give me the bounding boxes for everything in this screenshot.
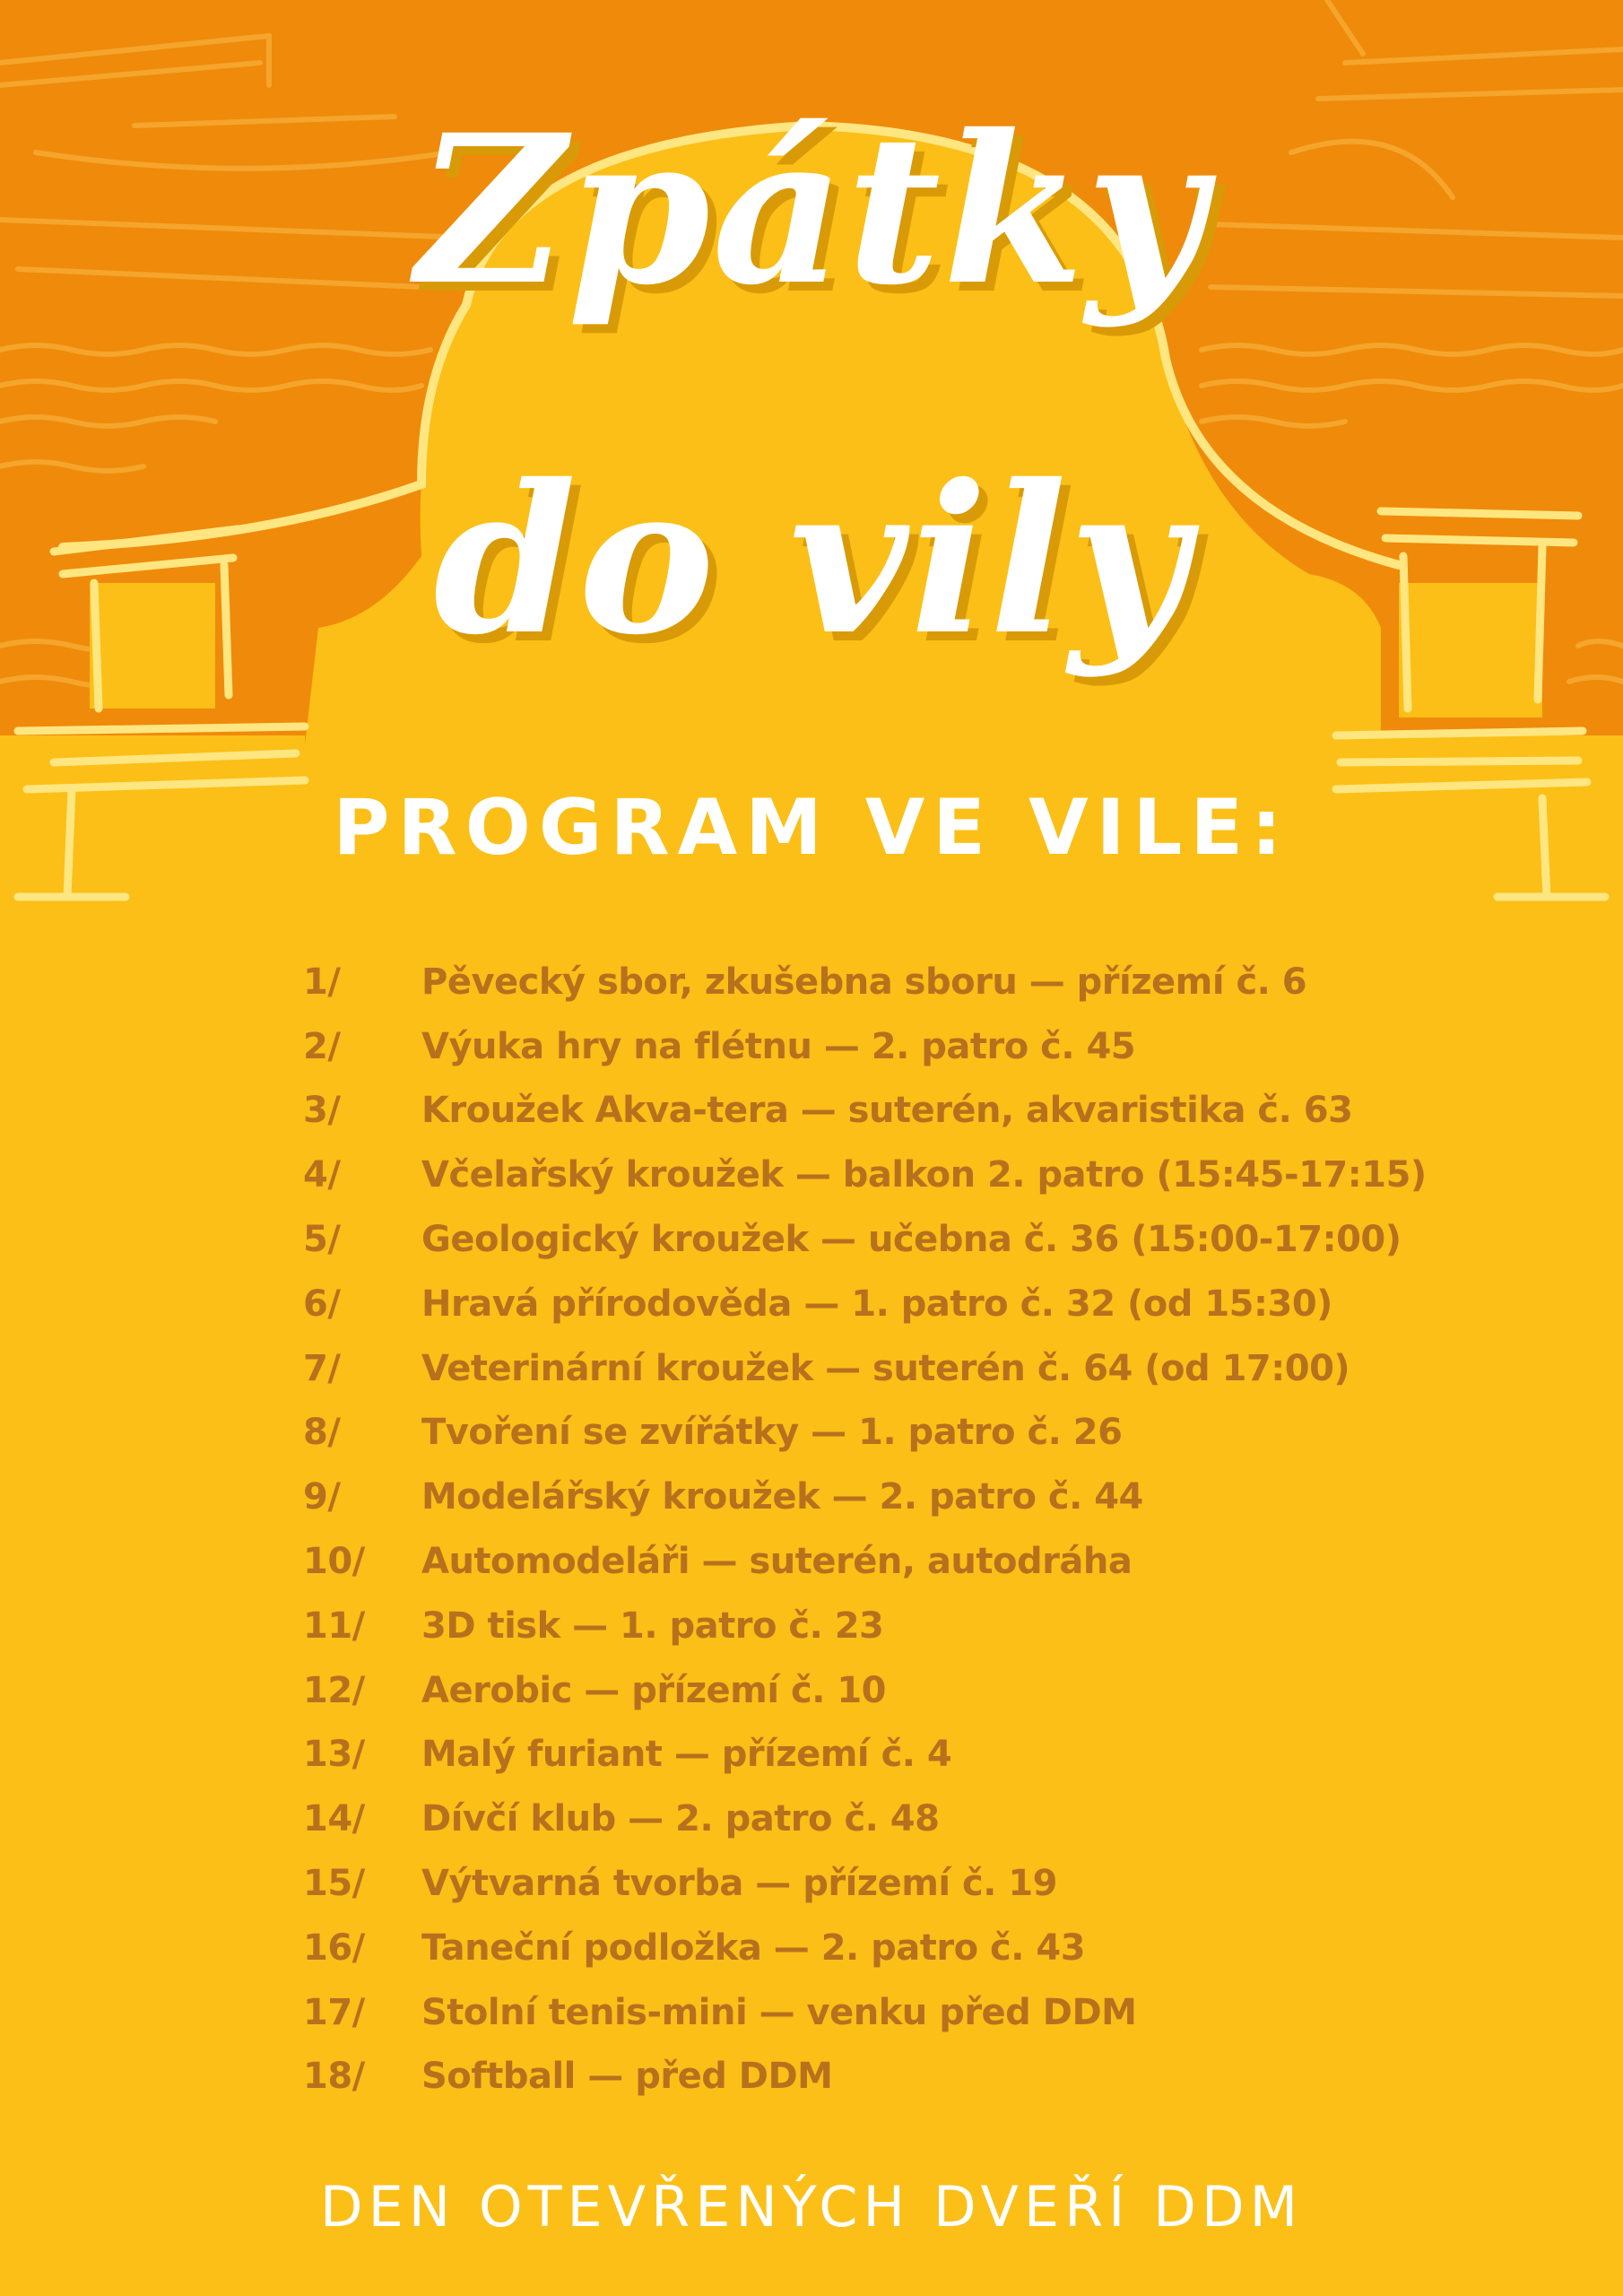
program-item: [303, 1014, 1397, 1079]
program-item-number: 2/: [303, 1025, 341, 1067]
program-item-number: 16/: [303, 1926, 365, 1969]
program-item-number: 9/: [303, 1476, 341, 1518]
program-item-text: Pěvecký sbor, zkušebna sboru — přízemí č. 6: [421, 961, 1307, 1003]
program-item-text: Kroužek Akva-tera — suterén, akvaristika č. 63: [421, 1090, 1353, 1132]
program-item-number: 3/: [303, 1090, 341, 1132]
program-item: [303, 1143, 1427, 1207]
program-item: [303, 1723, 1397, 1787]
program-item: [303, 1401, 1397, 1465]
program-item-number: 5/: [303, 1219, 341, 1261]
program-item: [303, 1336, 1397, 1401]
program-item-text: Stolní tenis-mini — venku před DDM: [421, 1991, 1137, 2033]
footer-text: DEN OTEVŘENÝCH DVEŘÍ DDM: [319, 2174, 1304, 2239]
program-item: [303, 1272, 1397, 1336]
program-item: [303, 1787, 1397, 1851]
program-item: [303, 1658, 1397, 1723]
program-item-text: Geologický kroužek — učebna č. 36 (15:00-17:00): [421, 1219, 1402, 1261]
program-item-text: Výuka hry na flétnu — 2. patro č. 45: [421, 1025, 1136, 1067]
program-item-number: 1/: [303, 961, 341, 1003]
program-item-number: 15/: [303, 1863, 365, 1905]
program-item: [303, 1465, 1397, 1529]
program-item: [303, 1851, 1397, 1916]
program-item-text: Malý furiant — přízemí č. 4: [421, 1734, 952, 1776]
program-item-text: Veterinární kroužek — suterén č. 64 (od 17:00): [421, 1347, 1350, 1389]
program-item-text: Včelařský kroužek — balkon 2. patro (15:45-17:15): [421, 1154, 1427, 1196]
program-item-text: 3D tisk — 1. patro č. 23: [421, 1605, 884, 1647]
program-item: [303, 1916, 1397, 1980]
program-item-number: 4/: [303, 1154, 341, 1196]
program-list: [303, 950, 1427, 2109]
program-item: [303, 1207, 1402, 1272]
program-item: [303, 1529, 1397, 1594]
title-line-1: Zpátky: [416, 90, 1207, 330]
program-item-number: 18/: [303, 2056, 365, 2098]
program-heading: PROGRAM VE VILE:: [333, 783, 1290, 873]
program-item-number: 11/: [303, 1605, 365, 1647]
program-item-number: 6/: [303, 1283, 341, 1325]
program-item-text: Modelářský kroužek — 2. patro č. 44: [421, 1476, 1143, 1518]
program-item-text: Dívčí klub — 2. patro č. 48: [421, 1798, 940, 1840]
program-item-text: Softball — před DDM: [421, 2056, 833, 2098]
program-item-number: 17/: [303, 1991, 365, 2033]
program-item-number: 14/: [303, 1798, 365, 1840]
title-line-2: do vily: [433, 439, 1190, 680]
program-item-number: 12/: [303, 1669, 365, 1711]
program-item-text: Tvoření se zvířátky — 1. patro č. 26: [421, 1412, 1123, 1454]
program-item: [303, 950, 1397, 1014]
program-item-text: Automodeláři — suterén, autodráha: [421, 1541, 1133, 1583]
program-item-text: Aerobic — přízemí č. 10: [421, 1669, 886, 1711]
program-item: [303, 1079, 1397, 1144]
program-item-number: 7/: [303, 1347, 341, 1389]
program-item-text: Výtvarná tvorba — přízemí č. 19: [421, 1863, 1058, 1905]
program-item-number: 13/: [303, 1734, 365, 1776]
program-item-text: Taneční podložka — 2. patro č. 43: [421, 1926, 1086, 1969]
program-item: [303, 1980, 1397, 2045]
program-item: [303, 2045, 1397, 2109]
program-item-number: 8/: [303, 1412, 341, 1454]
program-item: [303, 1594, 1397, 1658]
program-item-number: 10/: [303, 1541, 365, 1583]
program-item-text: Hravá přírodověda — 1. patro č. 32 (od 15:30): [421, 1283, 1332, 1325]
